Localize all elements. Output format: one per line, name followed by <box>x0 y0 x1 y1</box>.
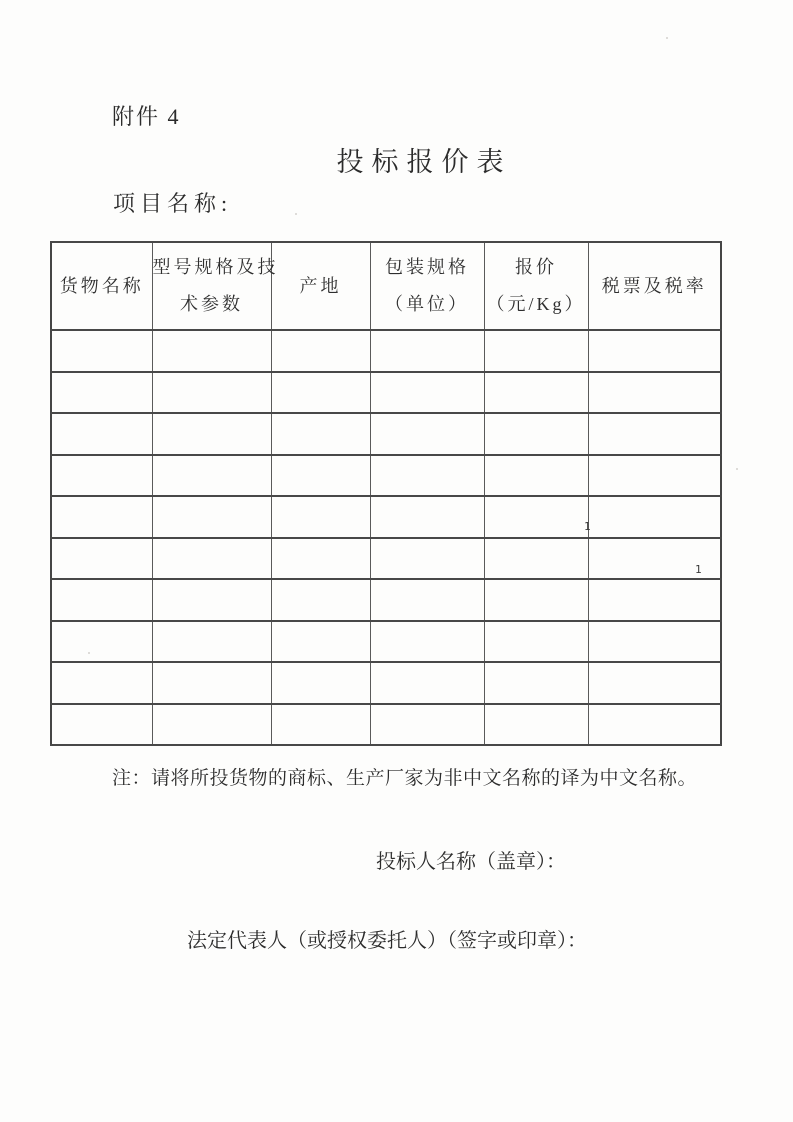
empty-cell <box>484 496 588 538</box>
empty-cell <box>152 704 271 746</box>
header-line: 术参数 <box>180 294 243 314</box>
empty-cell <box>370 621 484 663</box>
empty-cell <box>51 579 152 621</box>
empty-cell <box>51 330 152 372</box>
header-line: 报价 <box>515 257 557 277</box>
empty-cell <box>51 538 152 580</box>
empty-cell <box>51 662 152 704</box>
scan-artifact: 1 <box>695 563 702 576</box>
empty-cell <box>588 496 721 538</box>
header-line: （单位） <box>385 294 469 314</box>
header-line: 税票及税率 <box>601 275 707 296</box>
empty-cell <box>152 538 271 580</box>
empty-cell <box>152 496 271 538</box>
empty-cell <box>370 496 484 538</box>
empty-cell <box>51 455 152 497</box>
scan-speckle <box>736 468 738 470</box>
empty-cell <box>588 455 721 497</box>
empty-cell <box>484 330 588 372</box>
empty-cell <box>51 621 152 663</box>
empty-data-row <box>51 455 721 497</box>
empty-cell <box>588 662 721 704</box>
empty-data-row <box>51 704 721 746</box>
empty-cell <box>484 704 588 746</box>
empty-cell <box>370 330 484 372</box>
empty-cell <box>484 455 588 497</box>
column-header-tax <box>588 242 721 330</box>
scan-artifact: 1 <box>584 520 591 533</box>
scan-speckle <box>88 652 90 654</box>
empty-cell <box>588 579 721 621</box>
table-header-row <box>51 242 721 330</box>
empty-cell <box>271 621 370 663</box>
empty-cell <box>271 413 370 455</box>
scan-speckle <box>295 213 297 215</box>
empty-cell <box>271 330 370 372</box>
empty-cell <box>588 372 721 414</box>
note-text: 注：请将所投货物的商标、生产厂家为非中文名称的译为中文名称。 <box>112 768 698 789</box>
empty-cell <box>51 704 152 746</box>
empty-cell <box>484 538 588 580</box>
empty-cell <box>370 538 484 580</box>
empty-cell <box>152 662 271 704</box>
empty-data-row <box>51 662 721 704</box>
empty-cell <box>370 579 484 621</box>
empty-cell <box>588 413 721 455</box>
empty-cell <box>370 455 484 497</box>
empty-cell <box>152 330 271 372</box>
empty-data-row <box>51 372 721 414</box>
empty-cell <box>588 704 721 746</box>
header-line: 产地 <box>299 275 342 296</box>
legal-rep-label: 法定代表人（或授权委托人）（签字或印章）： <box>187 930 587 952</box>
page-title: 投标报价表 <box>336 147 512 177</box>
empty-cell <box>484 662 588 704</box>
column-header-unit-price <box>484 242 588 330</box>
empty-cell <box>588 330 721 372</box>
empty-data-row <box>51 330 721 372</box>
empty-cell <box>370 704 484 746</box>
column-header-packaging <box>370 242 484 330</box>
empty-cell <box>370 413 484 455</box>
empty-cell <box>588 621 721 663</box>
empty-cell <box>152 455 271 497</box>
empty-cell <box>484 413 588 455</box>
column-header-origin <box>271 242 370 330</box>
empty-cell <box>271 662 370 704</box>
empty-cell <box>271 704 370 746</box>
table-body <box>51 330 721 745</box>
empty-data-row <box>51 538 721 580</box>
empty-cell <box>51 413 152 455</box>
empty-cell <box>271 538 370 580</box>
empty-data-row <box>51 413 721 455</box>
project-name-label: 项目名称: <box>113 191 233 216</box>
column-header-goods-name <box>51 242 152 330</box>
empty-cell <box>370 372 484 414</box>
empty-cell <box>152 579 271 621</box>
empty-cell <box>484 579 588 621</box>
header-line: 包装规格 <box>385 257 469 277</box>
empty-cell <box>152 372 271 414</box>
header-line: 型号规格及技 <box>152 257 279 277</box>
empty-cell <box>271 372 370 414</box>
empty-data-row <box>51 579 721 621</box>
scan-speckle <box>666 37 668 39</box>
empty-cell <box>152 413 271 455</box>
column-header-model-spec <box>152 242 279 330</box>
empty-cell <box>51 496 152 538</box>
bidder-seal-label: 投标人名称（盖章）： <box>376 851 566 873</box>
header-line: 货物名称 <box>59 275 144 296</box>
empty-data-row <box>51 496 721 538</box>
quotation-table <box>50 241 722 746</box>
empty-cell <box>51 372 152 414</box>
empty-cell <box>271 496 370 538</box>
empty-cell <box>484 621 588 663</box>
empty-data-row <box>51 621 721 663</box>
attachment-label: 附件 4 <box>112 104 181 129</box>
empty-cell <box>152 621 271 663</box>
header-line: （元/Kg） <box>486 294 586 314</box>
empty-cell <box>484 372 588 414</box>
empty-cell <box>271 579 370 621</box>
empty-cell <box>271 455 370 497</box>
empty-cell <box>370 662 484 704</box>
